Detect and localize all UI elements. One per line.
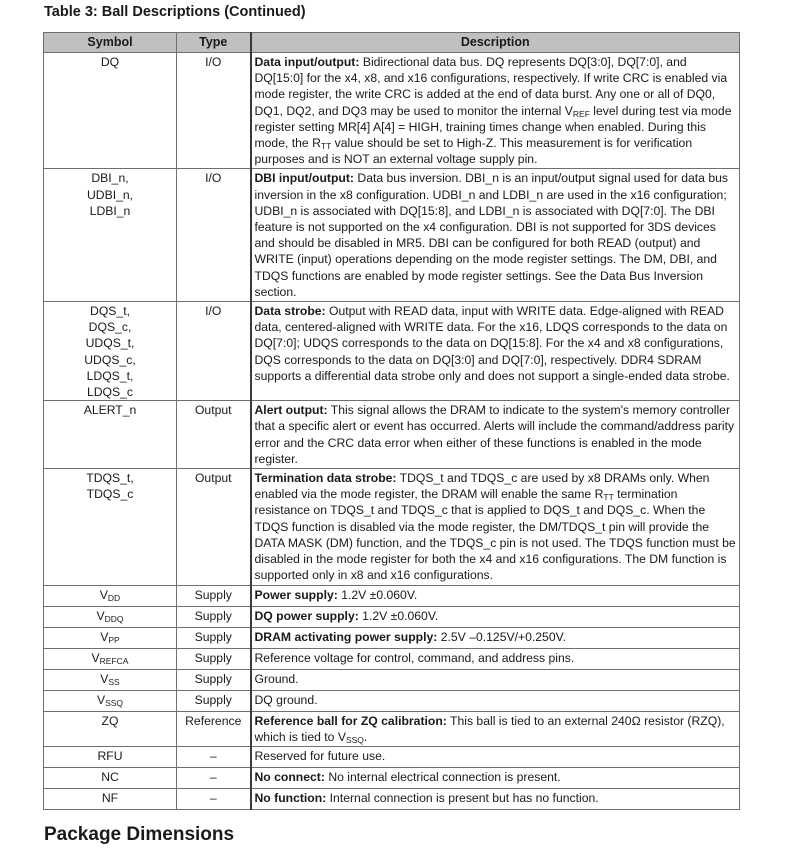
description-text: TDQS_t and TDQS_c are used by x8 DRAMs only. When enabled via the mode register, the DRAM will enable the same $R_{TT}$ termination resistance on TDQS_t and TDQS_c that is applied to DQS_t and DQS_c. When the TDQS function is disabled via the mode register, the DM/TDQS_t pin will provide the DATA MASK (DM) function, and the TDQS_c pin is not used. The TDQS function must be disabled in the mode register for both the x4 and x16 configurations. The DM function is supported only in x8 and x16 configurations. [254, 471, 736, 583]
symbol-name: ALERT_n [83, 403, 137, 418]
description-lead: Data strobe: [254, 304, 326, 319]
table-row [44, 401, 740, 469]
description-text: Internal connection is present but has no function. [329, 790, 599, 805]
cell-description [251, 788, 740, 809]
cell-description [251, 767, 740, 788]
cell-symbol [44, 669, 177, 690]
cell-description [251, 169, 740, 302]
cell-symbol [44, 169, 177, 302]
symbol-name: LDQS_c [86, 385, 134, 400]
cell-type: I/O [177, 169, 251, 302]
cell-description [251, 746, 740, 767]
cell-symbol [44, 585, 177, 606]
symbol-name: UDQS_c, [84, 352, 136, 367]
table-caption: Table 3: Ball Descriptions (Continued) [44, 4, 306, 20]
description-text: 1.2V ±0.060V. [362, 608, 439, 623]
description-text: 1.2V ±0.060V. [341, 587, 418, 602]
cell-description [251, 627, 740, 648]
cell-description [251, 711, 740, 746]
table-row [44, 585, 740, 606]
description-lead: DBI input/output: [254, 171, 354, 186]
symbol-name: TDQS_t, [86, 471, 134, 486]
table-row [44, 648, 740, 669]
table-row [44, 669, 740, 690]
cell-description [251, 302, 740, 401]
cell-symbol [44, 767, 177, 788]
symbol-name: $V_{DD}$ [99, 587, 121, 603]
description-lead: No function: [254, 790, 327, 805]
symbol-name: $V_{SS}$ [100, 671, 120, 687]
cell-symbol [44, 53, 177, 169]
description-text: Reference voltage for control, command, and address pins. [254, 650, 575, 665]
cell-type: – [177, 788, 251, 809]
cell-type: Supply [177, 585, 251, 606]
cell-description [251, 585, 740, 606]
cell-type: Supply [177, 648, 251, 669]
ball-descriptions-table [43, 32, 740, 810]
cell-type: Supply [177, 690, 251, 711]
description-text: This ball is tied to an external 240Ω resistor (RZQ), which is tied to $V_{SSQ}$. [254, 713, 725, 745]
cell-symbol [44, 469, 177, 585]
cell-type: Supply [177, 627, 251, 648]
description-lead: Power supply: [254, 587, 338, 602]
description-lead: DRAM activating power supply: [254, 629, 438, 644]
description-text: DQ ground. [254, 692, 318, 707]
description-text: No internal electrical connection is present. [328, 769, 561, 784]
cell-type: Reference [177, 711, 251, 746]
table-body [44, 53, 740, 810]
cell-type: I/O [177, 53, 251, 169]
symbol-name: RFU [97, 748, 123, 763]
cell-description [251, 401, 740, 469]
table-row [44, 788, 740, 809]
description-lead: No connect: [254, 769, 325, 784]
table-row [44, 746, 740, 767]
cell-type: – [177, 767, 251, 788]
cell-description [251, 53, 740, 169]
symbol-name: $V_{REFCA}$ [91, 650, 129, 666]
cell-description [251, 690, 740, 711]
description-text: Output with READ data, input with WRITE data. Edge-aligned with READ data, centered-aligned with WRITE data. For the x16, LDQS corresponds to the data on DQ[7:0]; UDQS corresponds to the data on DQ[15:8]. For the x4 and x8 configurations, DQS corresponds to the data on DQ[3:0] and DQ[7:0], respectively. DDR4 SDRAM supports a differential data strobe only and does not support a single-ended data strobe. [254, 304, 730, 383]
cell-symbol [44, 788, 177, 809]
symbol-name: $V_{DDQ}$ [96, 608, 124, 624]
cell-symbol [44, 627, 177, 648]
symbol-name: NF [101, 790, 119, 805]
header-symbol: Symbol [44, 33, 177, 53]
symbol-name: NC [101, 769, 119, 784]
cell-symbol [44, 746, 177, 767]
cell-type: – [177, 746, 251, 767]
description-text: Bidirectional data bus. DQ represents DQ[3:0], DQ[7:0], and DQ[15:0] for the x4, x8, and x16 configurations, respectively. If write CRC is enabled via mode register, the write CRC is added at the end of data burst. Any one or all of DQ0, DQ1, DQ2, and DQ3 may be used to monitor the internal $V_{REF}$ level during test via mode register setting MR[4] A[4] = HIGH, training times change when enabled. During this mode, the $R_{TT}$ value should be set to High-Z. This measurement is for verification purposes and is NOT an external voltage supply pin. [254, 55, 732, 167]
table-row [44, 302, 740, 401]
table-row [44, 606, 740, 627]
table-row [44, 711, 740, 746]
description-lead: Reference ball for ZQ calibration: [254, 713, 447, 728]
cell-description [251, 648, 740, 669]
description-lead: DQ power supply: [254, 608, 359, 623]
cell-type: Supply [177, 669, 251, 690]
symbol-name: DBI_n, [91, 171, 129, 186]
symbol-name: TDQS_c [86, 487, 134, 502]
cell-description [251, 606, 740, 627]
description-text: Ground. [254, 671, 299, 686]
symbol-name: DQ [100, 55, 120, 69]
symbol-name: ZQ [101, 713, 119, 728]
description-text: Reserved for future use. [254, 748, 386, 763]
cell-symbol [44, 711, 177, 746]
description-lead: Termination data strobe: [254, 471, 397, 486]
table-row [44, 767, 740, 788]
symbol-name: LDQS_t, [86, 368, 134, 383]
cell-symbol [44, 648, 177, 669]
cell-symbol [44, 606, 177, 627]
description-lead: Data input/output: [254, 55, 360, 69]
description-text: Data bus inversion. DBI_n is an input/output signal used for data bus inversion in the x8 configuration. UDBI_n and LDBI_n are used in the x16 configuration; UDBI_n is associated with DQ[15:8], and LDBI_n is associated with DQ[7:0]. The DBI feature is not supported on the x4 configuration. DBI is not supported for 3DS devices and should be disabled in MR5. DBI can be configured for both READ (output) and WRITE (input) operations depending on the mode register settings. The DM, DBI, and TDQS functions are enabled by mode register settings. See the Data Bus Inversion section. [254, 171, 728, 299]
cell-symbol [44, 690, 177, 711]
table-row [44, 169, 740, 302]
cell-type: Output [177, 401, 251, 469]
description-lead: Alert output: [254, 403, 328, 418]
cell-symbol [44, 401, 177, 469]
cell-description [251, 669, 740, 690]
symbol-name: $V_{SSQ}$ [96, 692, 124, 708]
symbol-name: $V_{PP}$ [100, 629, 120, 645]
table-row [44, 690, 740, 711]
cell-description [251, 469, 740, 585]
cell-type: I/O [177, 302, 251, 401]
cell-symbol [44, 302, 177, 401]
symbol-name: UDQS_t, [85, 336, 135, 351]
header-type: Type [177, 33, 251, 53]
table-row [44, 627, 740, 648]
section-title: Package Dimensions [44, 824, 235, 845]
header-description: Description [251, 33, 740, 53]
table-row [44, 469, 740, 585]
table-header-row [44, 33, 740, 53]
description-text: 2.5V –0.125V/+0.250V. [440, 629, 566, 644]
symbol-name: LDBI_n [89, 203, 131, 218]
cell-type: Output [177, 469, 251, 585]
description-text: This signal allows the DRAM to indicate to the system's memory controller that a specific alert or event has occurred. Alerts will include the command/address parity error and the CRC data error when either of these functions is enabled in the mode register. [254, 403, 735, 466]
table-row [44, 53, 740, 169]
cell-type: Supply [177, 606, 251, 627]
symbol-name: DQS_t, [90, 304, 130, 319]
symbol-name: UDBI_n, [86, 187, 134, 202]
symbol-name: DQS_c, [88, 320, 132, 335]
